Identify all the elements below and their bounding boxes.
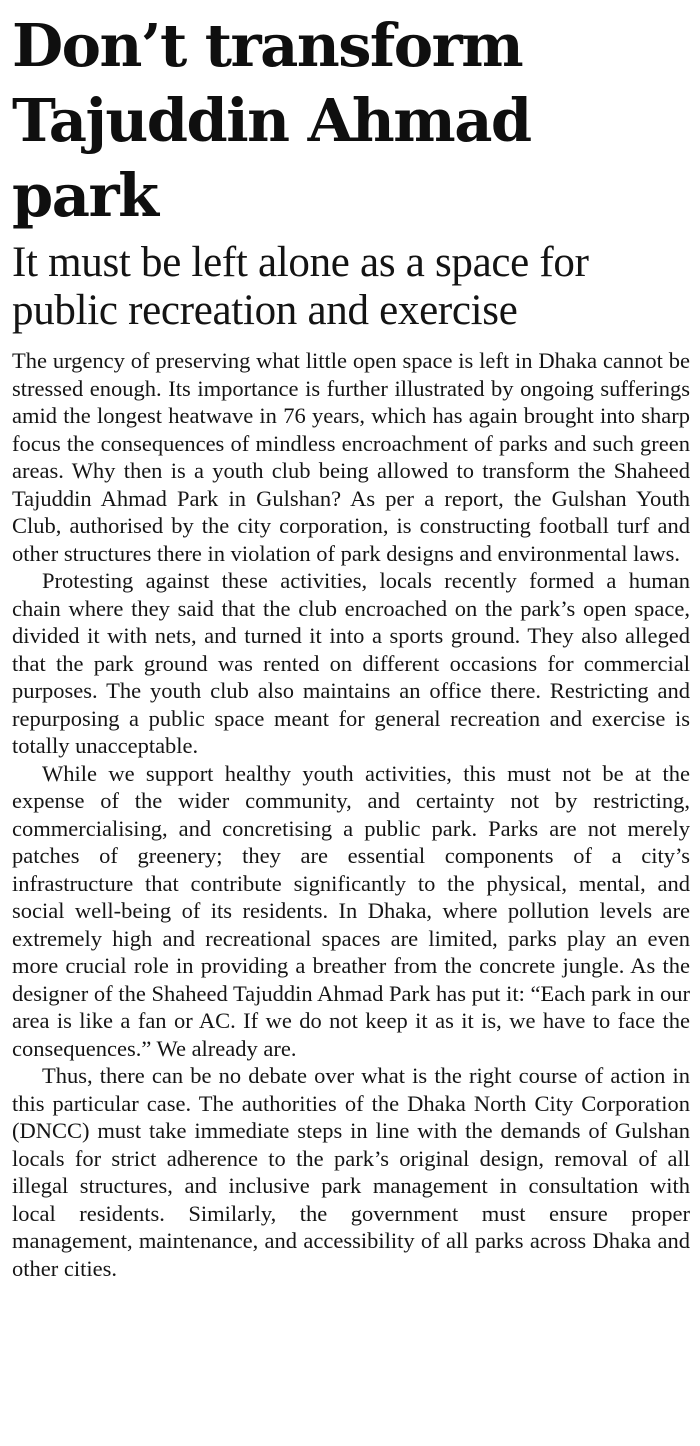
article-body (12, 347, 690, 1282)
subheadline: It must be left alone as a space for public recreation and exercise (12, 239, 589, 334)
body-paragraph-1: The urgency of preserving what little open space is left in Dhaka cannot be stressed enough. Its importance is further illustrated by ongoing sufferings amid the longest heatwave in 76 years, which has again brought into sharp focus the consequences of mindless encroachment of parks and such green areas. Why then is a youth club being allowed to transform the Shaheed Tajuddin Ahmad Park in Gulshan? As per a report, the Gulshan Youth Club, authorised by the city corporation, is constructing football turf and other structures there in violation of park designs and environmental laws. (12, 348, 690, 566)
body-paragraph-2: Protesting against these activities, locals recently formed a human chain where they said that the club encroached on the park’s open space, divided it with nets, and turned it into a sports ground. They also alleged that the park ground was rented on different occasions for commercial purposes. The youth club also maintains an office there. Restricting and repurposing a public space meant for general recreation and exercise is totally unacceptable. (12, 568, 690, 758)
body-paragraph-4: Thus, there can be no debate over what is the right course of action in this particular case. The authorities of the Dhaka North City Corporation (DNCC) must take immediate steps in line with the demands of Gulshan locals for strict adherence to the park’s original design, removal of all illegal structures, and inclusive park management in consultation with local residents. Similarly, the government must ensure proper management, maintenance, and accessibility of all parks across Dhaka and other cities. (12, 1063, 690, 1281)
headline-line-2: Tajuddin Ahmad park (12, 86, 531, 230)
headline (12, 8, 690, 233)
headline-line-1: Don’t transform (12, 11, 523, 80)
body-paragraph-3: While we support healthy youth activities, this must not be at the expense of the wider community, and certainty not by restricting, commercialising, and concretising a public park. Parks are not merely patches of greenery; they are essential components of a city’s infrastructure that contribute significantly to the physical, mental, and social well-being of its residents. In Dhaka, where pollution levels are extremely high and recreational spaces are limited, parks play an even more crucial role in providing a breather from the concrete jungle. As the designer of the Shaheed Tajuddin Ahmad Park has put it: “Each park in our area is like a fan or AC. If we do not keep it as it is, we have to face the consequences.” We already are. (12, 760, 690, 1061)
editorial-article (12, 8, 690, 1282)
